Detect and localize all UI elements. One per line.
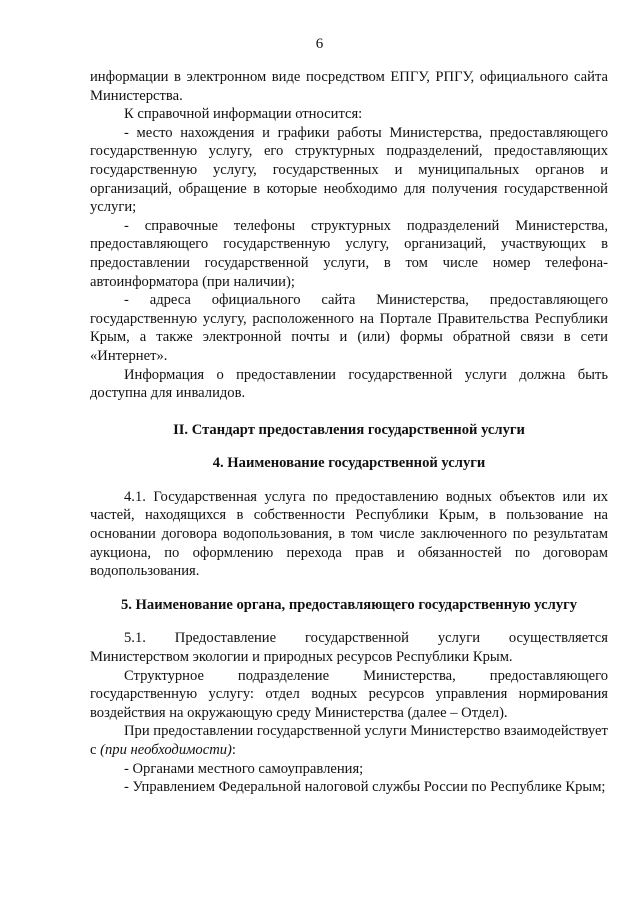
with-prefix: с xyxy=(90,742,101,758)
paragraph-4-1: 4.1. Государственная услуга по предоставлению водных объектов или их частей, находящихся в собственности Республики Крым, в пользование на основании договора водопользования, в том числе заключенного по результатам аукциона, по оформлению перехода прав и обязанностей по договорам водопользования. xyxy=(90,488,608,580)
with-note: (при необходимости) xyxy=(100,742,232,758)
paragraph-location-schedule: - место нахождения и графики работы Министерства, предоставляющего государственную услугу, его структурных подразделений, предоставляющих государственную услугу, государственных и муниципальных органов и организаций, обращение в которые необходимо для получения государственной услуги; xyxy=(90,124,608,216)
paragraph-addresses: - адреса официального сайта Министерства, предоставляющего государственную услугу, расположенного на Портале Правительства Республики Крым, а также электронной почты и (или) формы обратной связи в сети «Интернет». xyxy=(90,292,608,364)
section-4-heading: 4. Наименование государственной услуги xyxy=(212,455,486,472)
list-item-local-government: - Органами местного самоуправления; xyxy=(124,760,364,777)
section-2-heading: II. Стандарт предоставления государственной услуги xyxy=(173,421,525,438)
paragraph-continuation: информации в электронном виде посредством ЕПГУ, РПГУ, официального сайта Министерства. xyxy=(90,69,608,104)
paragraph-interaction: При предоставлении государственной услуги Министерство взаимодействует xyxy=(124,723,608,740)
paragraph-5-1: 5.1. Предоставление государственной услуги осуществляется Министерством экологии и природных ресурсов Республики Крым. xyxy=(90,630,608,666)
paragraph-accessibility: Информация о предоставлении государственной услуги должна быть доступна для инвалидов. xyxy=(90,366,608,402)
paragraph-reference-info: К справочной информации относится: xyxy=(124,106,363,123)
list-item-tax-service: - Управлением Федеральной налоговой службы России по Республике Крым; xyxy=(124,779,606,796)
with-suffix: : xyxy=(231,742,236,758)
document-body xyxy=(90,68,608,797)
page-number: 6 xyxy=(315,36,324,52)
paragraph-with-note xyxy=(90,741,608,760)
paragraph-phones: - справочные телефоны структурных подразделений Министерства, предоставляющего государственную услугу, организаций, участвующих в предоставлении государственной услуги, в том числе номер телефона-автоинформатора (при наличии); xyxy=(90,217,608,290)
paragraph-structural-unit: Структурное подразделение Министерства, предоставляющего государственную услугу: отдел водных ресурсов управления нормирования воздействия на окружающую среду Министерства (далее – Отдел). xyxy=(90,667,608,721)
section-5-heading: 5. Наименование органа, предоставляющего государственную услугу xyxy=(120,596,578,613)
